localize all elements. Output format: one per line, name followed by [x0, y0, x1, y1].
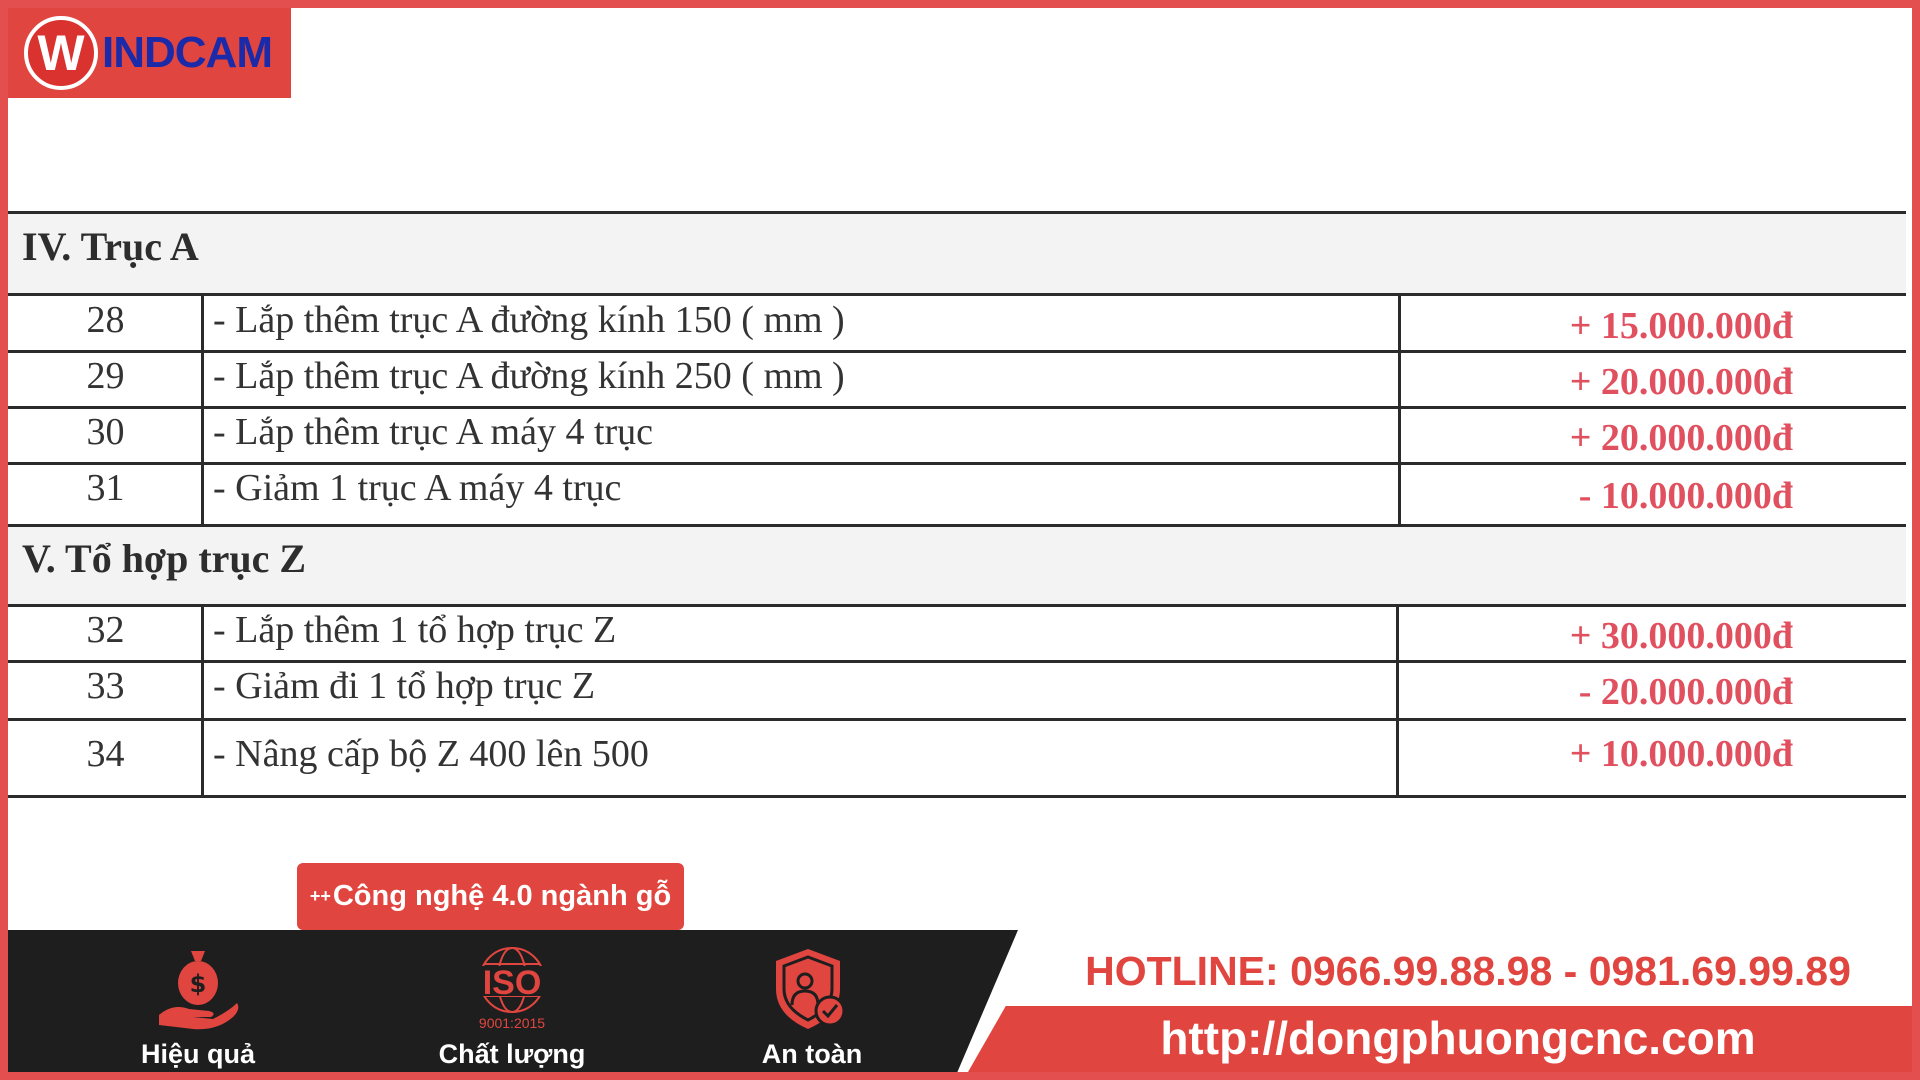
- section-title-to-hop-truc-z: V. Tổ hợp trục Z: [22, 536, 307, 581]
- row-description: - Lắp thêm trục A máy 4 trục: [213, 411, 654, 453]
- table-row: [8, 354, 1906, 406]
- website-link[interactable]: http://dongphuongcnc.com: [1160, 1012, 1756, 1064]
- table-row: [8, 410, 1906, 462]
- section-title-truc-a: IV. Trục A: [22, 224, 199, 269]
- row-price: + 10.000.000đ: [1569, 733, 1793, 775]
- row-number: 32: [86, 609, 125, 651]
- row-number: 28: [86, 299, 125, 341]
- table-rule: [8, 350, 1906, 353]
- iso-code: 9001:2015: [478, 1015, 546, 1031]
- row-price: + 15.000.000đ: [1569, 305, 1793, 347]
- table-rule: [8, 406, 1906, 409]
- badge-prefix: ++: [309, 886, 331, 906]
- feature-an-toan: [702, 943, 922, 1070]
- shield-user-check-icon: [702, 943, 922, 1035]
- row-description: - Lắp thêm trục A đường kính 250 ( mm ): [213, 355, 845, 397]
- iso-globe-icon: [402, 943, 622, 1035]
- svg-text:$: $: [189, 970, 207, 998]
- table-rule: [8, 718, 1906, 721]
- row-price: + 20.000.000đ: [1569, 417, 1793, 459]
- row-price: - 10.000.000đ: [1578, 475, 1793, 517]
- table-rule: [8, 795, 1906, 798]
- table-rule: [8, 293, 1906, 296]
- table-row: [8, 608, 1906, 660]
- row-price: + 30.000.000đ: [1569, 615, 1793, 657]
- row-number: 30: [86, 411, 125, 453]
- table-rule: [8, 524, 1906, 527]
- badge-text: Công nghệ 4.0 ngành gỗ: [332, 880, 672, 912]
- row-description: - Giảm 1 trục A máy 4 trục: [213, 467, 622, 509]
- money-bag-hand-icon: [88, 943, 308, 1035]
- row-number: 29: [86, 355, 125, 397]
- feature-label: Hiệu quả: [140, 1039, 255, 1069]
- logo-initial: W: [24, 16, 98, 90]
- table-row: [8, 298, 1906, 350]
- feature-chat-luong: [402, 943, 622, 1070]
- windcam-logo[interactable]: [8, 8, 291, 98]
- table-row: [8, 732, 1906, 792]
- hotline-text[interactable]: HOTLINE: 0966.99.88.98 - 0981.69.99.89: [1085, 948, 1851, 994]
- row-price: - 20.000.000đ: [1578, 671, 1793, 713]
- section-header-bg: [8, 213, 1906, 293]
- iso-text: ISO: [482, 964, 542, 1002]
- feature-label: An toàn: [761, 1039, 863, 1069]
- table-rule: [8, 604, 1906, 607]
- table-rule: [8, 462, 1906, 465]
- feature-label: Chất lượng: [438, 1039, 586, 1069]
- table-rule: [8, 211, 1906, 214]
- feature-hieu-qua: [88, 943, 308, 1070]
- table-row: [8, 664, 1906, 716]
- row-number: 31: [86, 467, 125, 509]
- row-number: 34: [86, 733, 125, 775]
- table-rule: [8, 660, 1906, 663]
- table-row: [8, 466, 1906, 522]
- price-document: [8, 8, 1912, 1072]
- row-description: - Giảm đi 1 tổ hợp trục Z: [213, 665, 596, 707]
- row-description: - Lắp thêm 1 tổ hợp trục Z: [213, 609, 617, 651]
- page-frame: [8, 8, 1912, 1072]
- logo-wordmark: INDCAM: [102, 28, 272, 77]
- row-price: + 20.000.000đ: [1569, 361, 1793, 403]
- row-description: - Nâng cấp bộ Z 400 lên 500: [213, 733, 649, 775]
- row-number: 33: [86, 665, 125, 707]
- technology-badge: [297, 863, 684, 930]
- row-description: - Lắp thêm trục A đường kính 150 ( mm ): [213, 299, 845, 341]
